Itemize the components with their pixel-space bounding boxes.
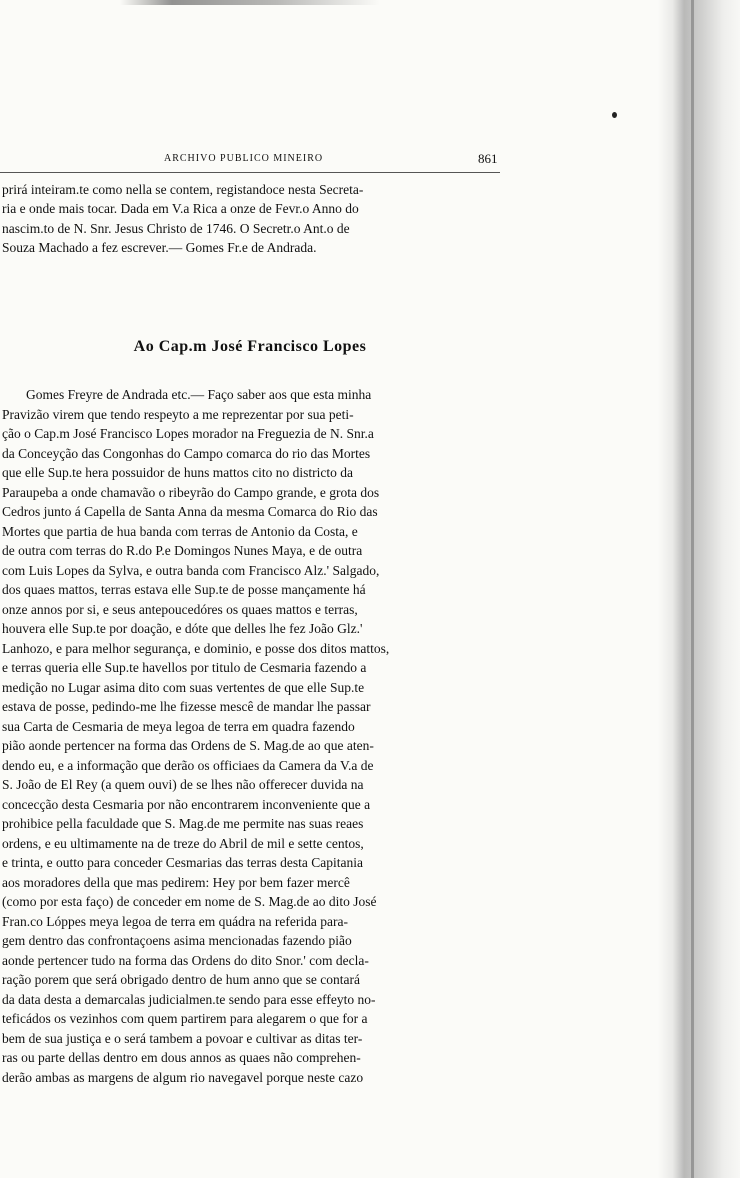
text-line: e terras queria elle Sup.te havellos por titulo de Cesmaria fazendo a (2, 660, 367, 675)
text-line: houvera elle Sup.te por doação, e dóte que delles lhe fez João Glz.' (2, 621, 363, 636)
ink-spot (612, 112, 617, 118)
text-line: com Luis Lopes da Sylva, e outra banda com Francisco Alz.' Salgado, (2, 562, 380, 578)
text-line: prirá inteiram.te como nella se contem, registandoce nesta Secreta- (2, 182, 364, 197)
running-header (0, 152, 500, 173)
page-number: 861 (478, 151, 498, 166)
text-line: Fran.co Lóppes meya legoa de terra em quádra na referida para- (2, 913, 348, 929)
text-line: Paraupeba a onde chamavão o ribeyrão do Campo grande, e grota dos (2, 484, 380, 500)
text-line: Mortes que partia de hua banda com terras de Antonio da Costa, e (2, 523, 358, 539)
text-line: gem dentro das confrontaçoens asima mencionadas fazendo pião (2, 933, 352, 948)
text-line: (como por esta faço) de conceder em nome de S. Mag.de ao dito José (2, 894, 377, 909)
text-line: dos quaes mattos, terras estava elle Sup.te de posse mançamente há (2, 582, 366, 597)
text-line: derão ambas as margens de algum rio navegavel porque neste cazo (2, 1069, 364, 1085)
text-line: ordens, e eu ultimamente na de treze do Abril de mil e sette centos, (2, 835, 364, 851)
text-line: da Conceyção das Congonhas do Campo comarca do rio das Mortes (2, 445, 371, 461)
text-line: e trinta, e outto para conceder Cesmarias das terras desta Capitania (2, 855, 363, 870)
text-line: Pravizão virem que tendo respeyto a me reprezentar por sua peti- (2, 406, 354, 422)
text-line: ração porem que será obrigado dentro de hum anno que se contará (2, 972, 360, 987)
text-line: dendo eu, e a informação que derão os officiaes da Camera da V.a de (2, 757, 374, 773)
text-line: S. João de El Rey (a quem ouvi) de se lhes não offerecer duvida na (2, 777, 364, 792)
text-line: estava de posse, pedindo-me lhe fizesse mescê de mandar lhe passar (2, 699, 371, 714)
text-line: concecção desta Cesmaria por não encontrarem inconveniente que a (2, 796, 371, 812)
text-line: Cedros junto á Capella de Santa Anna da mesma Comarca do Rio das (2, 504, 378, 519)
text-line: da data desta a demarcalas judicialmen.te sendo para esse effeyto no- (2, 991, 376, 1007)
scan-smudge (120, 0, 380, 5)
text-line: Lanhozo, e para melhor segurança, e dominio, e posse dos ditos mattos, (2, 640, 390, 656)
text-line: medição no Lugar asima dito com suas vertentes de que elle Sup.te (2, 679, 365, 695)
text-line: bem de sua justiça e o será tambem a povoar e cultivar as ditas ter- (2, 1030, 363, 1046)
binding-shadow (658, 0, 740, 1178)
text-line: aos moradores della que mas pedirem: Hey por bem fazer mercê (2, 874, 350, 890)
text-line: ria e onde mais tocar. Dada em V.a Rica a onze de Fevr.o Anno do (2, 201, 359, 217)
text-line: onze annos por si, e seus antepoucedóres os quaes mattos e terras, (2, 601, 358, 617)
text-line: Gomes Freyre de Andrada etc.— Faço saber aos que esta minha (26, 387, 372, 402)
text-line: sua Carta de Cesmaria de meya legoa de terra em quadra fazendo (2, 718, 355, 734)
text-line: nascim.to de N. Snr. Jesus Christo de 1746. O Secretr.o Ant.o de (2, 220, 350, 236)
text-line: pião aonde pertencer na forma das Ordens de S. Mag.de ao que aten- (2, 738, 374, 753)
text-line: Souza Machado a fez escrever.— Gomes Fr.e de Andrada. (2, 239, 317, 255)
section-title: Ao Cap.m José Francisco Lopes (133, 338, 367, 355)
text-line: aonde pertencer tudo na forma das Ordens do dito Snor.' com decla- (2, 952, 369, 968)
running-header-title: ARCHIVO PUBLICO MINEIRO (164, 153, 324, 164)
text-line: de outra com terras do R.do P.e Domingos Nunes Maya, e de outra (2, 543, 363, 558)
body-paragraph (2, 385, 498, 1087)
text-line: ção o Cap.m José Francisco Lopes morador na Freguezia de N. Snr.a (2, 426, 374, 441)
intro-paragraph (2, 180, 498, 257)
text-line: ras ou parte dellas dentro em dous annos as quaes não comprehen- (2, 1050, 361, 1065)
text-line: que elle Sup.te hera possuidor de huns mattos cito no districto da (2, 465, 353, 480)
binding-edge (691, 0, 694, 1178)
text-line: teficádos os vezinhos com quem partirem para alegarem o que for a (2, 1011, 368, 1026)
text-line: prohibice pella faculdade que S. Mag.de me permite nas suas reaes (2, 816, 364, 831)
